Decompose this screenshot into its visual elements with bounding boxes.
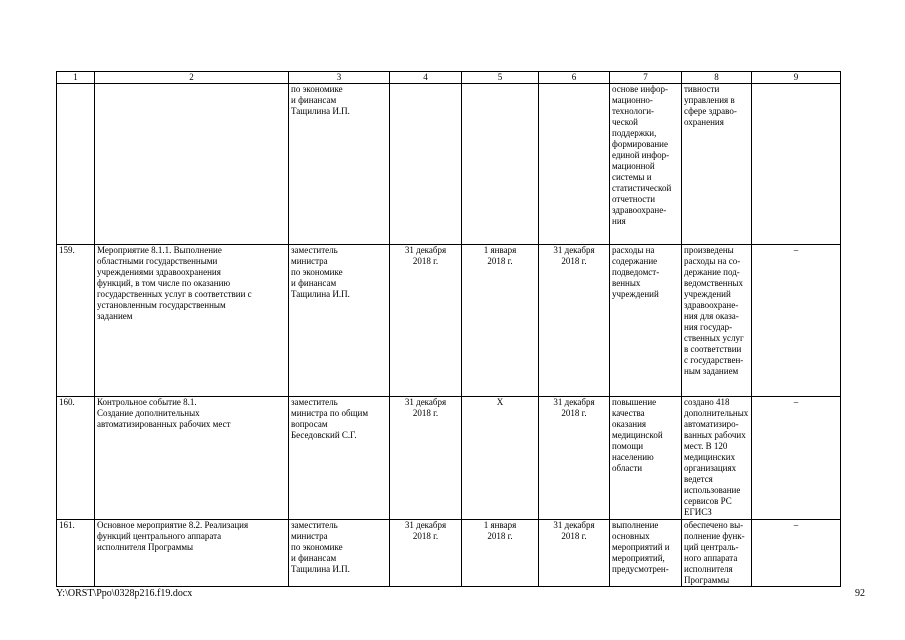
- notes-cell: [752, 84, 841, 245]
- column-number-row: [57, 72, 841, 84]
- notes-cell: –: [752, 520, 841, 587]
- report-table: [56, 71, 841, 587]
- actual-result-cell: тивности управления в сфере здраво- охранения: [682, 84, 752, 245]
- expected-result-cell: расходы на содержание подведомст- венных учреждений: [610, 245, 682, 397]
- table-row: [57, 397, 841, 520]
- row-number-cell: [57, 84, 95, 245]
- expected-result-cell: основе инфор- мационно- технологи- ческой поддержки, формирование единой инфор- мационной системы и статистической отчетности здравоохране- ния: [610, 84, 682, 245]
- date-cell: 1 января 2018 г.: [462, 245, 539, 397]
- responsible-cell: заместитель министра по общим вопросам Беседовский С.Г.: [289, 397, 390, 520]
- responsible-cell: заместитель министра по экономике и финансам Тащилина И.П.: [289, 245, 390, 397]
- date-cell: 31 декабря 2018 г.: [390, 397, 462, 520]
- date-cell: [539, 84, 610, 245]
- date-cell: [462, 84, 539, 245]
- row-number-cell: 159.: [57, 245, 95, 397]
- date-cell: 31 декабря 2018 г.: [390, 245, 462, 397]
- table-row: [57, 520, 841, 587]
- actual-result-cell: обеспечено вы- полнение функ- ций централь- ного аппарата исполнителя Программы: [682, 520, 752, 587]
- file-path: Y:\ORST\Ppo\0328p216.f19.docx: [56, 588, 193, 599]
- row-number-cell: 160.: [57, 397, 95, 520]
- column-number: 4: [390, 72, 462, 84]
- table-row-continuation: [57, 84, 841, 245]
- event-name-cell: Контрольное событие 8.1. Создание дополнительных автоматизированных рабочих мест: [95, 397, 289, 520]
- actual-result-cell: создано 418 дополнительных автоматизиро- ванных рабочих мест. В 120 медицинских организациях ведется использование сервисов РС ЕГИСЗ: [682, 397, 752, 520]
- date-cell: 31 декабря 2018 г.: [539, 397, 610, 520]
- table-row: [57, 245, 841, 397]
- column-number: 3: [289, 72, 390, 84]
- date-cell: 31 декабря 2018 г.: [390, 520, 462, 587]
- expected-result-cell: выполнение основных мероприятий и мероприятий, предусмотрен-: [610, 520, 682, 587]
- column-number: 2: [95, 72, 289, 84]
- notes-cell: –: [752, 245, 841, 397]
- row-number-cell: 161.: [57, 520, 95, 587]
- event-name-cell: [95, 84, 289, 245]
- page-number: 92: [855, 588, 865, 599]
- date-cell: [390, 84, 462, 245]
- column-number: 7: [610, 72, 682, 84]
- notes-cell: –: [752, 397, 841, 520]
- responsible-cell: по экономике и финансам Тащилина И.П.: [289, 84, 390, 245]
- column-number: 9: [752, 72, 841, 84]
- column-number: 1: [57, 72, 95, 84]
- column-number: 5: [462, 72, 539, 84]
- date-cell: 1 января 2018 г.: [462, 520, 539, 587]
- column-number: 6: [539, 72, 610, 84]
- event-name-cell: Основное мероприятие 8.2. Реализация функций центрального аппарата исполнителя Программы: [95, 520, 289, 587]
- date-cell: Х: [462, 397, 539, 520]
- date-cell: 31 декабря 2018 г.: [539, 245, 610, 397]
- responsible-cell: заместитель министра по экономике и финансам Тащилина И.П.: [289, 520, 390, 587]
- event-name-cell: Мероприятие 8.1.1. Выполнение областными государственными учреждениями здравоохранения функций, в том числе по оказанию государственных услуг в соответствии с установленным государственным заданием: [95, 245, 289, 397]
- expected-result-cell: повышение качества оказания медицинской помощи населению области: [610, 397, 682, 520]
- actual-result-cell: произведены расходы на со- держание под- ведомственных учреждений здравоохране- ния для оказа- ния государ- ственных услуг в соответствии с государствен- ным заданием: [682, 245, 752, 397]
- column-number: 8: [682, 72, 752, 84]
- date-cell: 31 декабря 2018 г.: [539, 520, 610, 587]
